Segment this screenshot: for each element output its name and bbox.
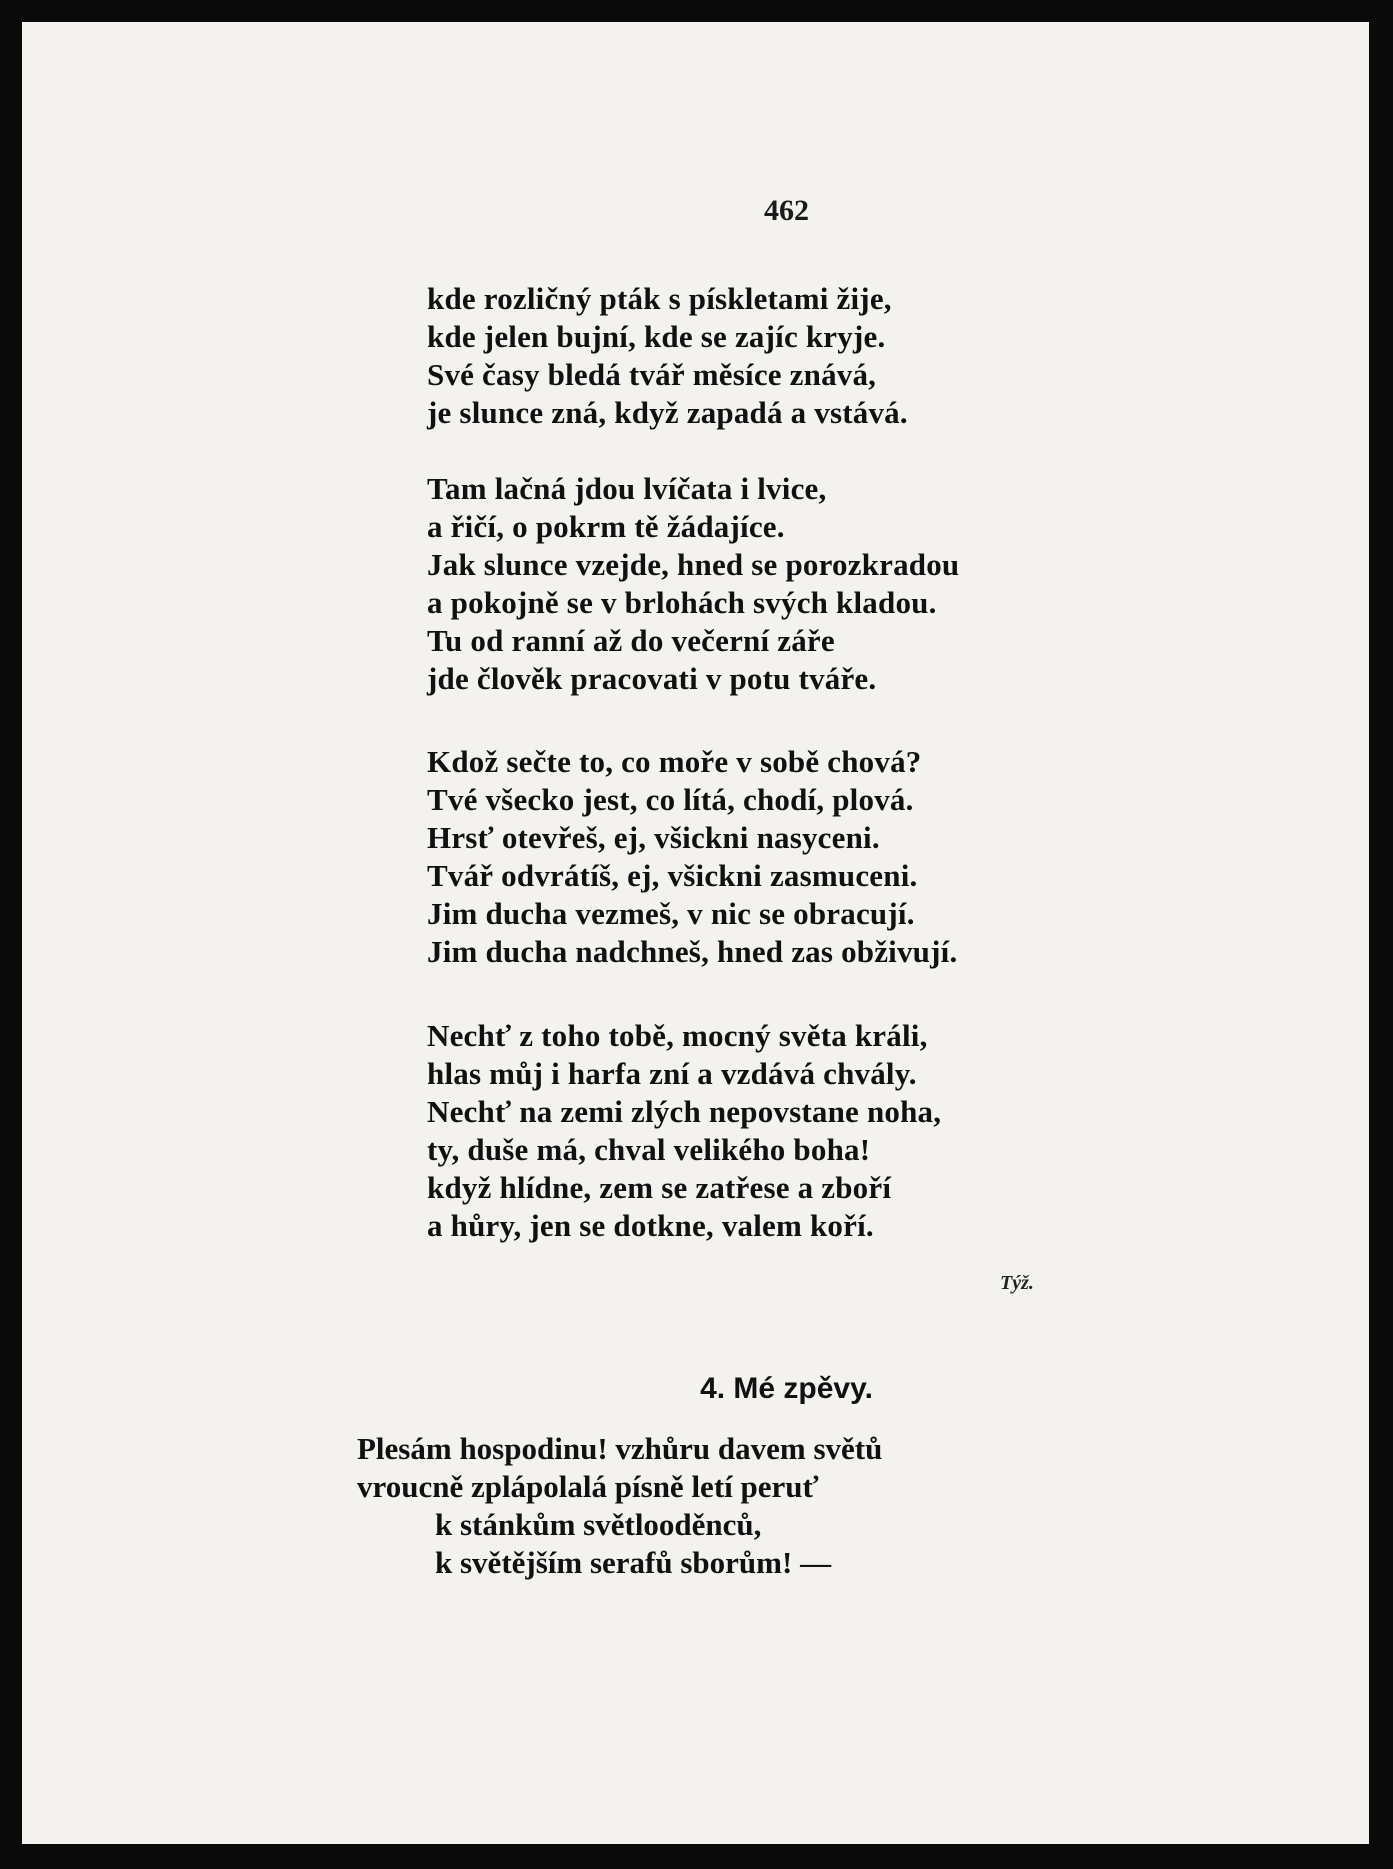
verse-line: vroucně zplápolalá písně letí peruť [357,1469,819,1504]
verse-line: a pokojně se v brlohách svých kladou. [427,585,937,620]
verse-line: Tu od ranní až do večerní záře [427,623,835,658]
verse-line: Kdož sečte to, co moře v sobě chová? [427,744,922,779]
verse-line: Jim ducha vezmeš, v nic se obracují. [427,896,915,931]
verse-line: Nechť z toho tobě, mocný světa králi, [427,1018,928,1053]
verse-line: Jim ducha nadchneš, hned zas obživují. [427,934,958,969]
verse-line: Jak slunce vzejde, hned se porozkradou [427,547,960,582]
verse-line: Tvář odvrátíš, ej, všickni zasmuceni. [427,858,918,893]
verse-line: Hrsť otevřeš, ej, všickni nasyceni. [427,820,880,855]
verse-line: k světějším serafů sborům! — [435,1545,832,1580]
verse-line: a řičí, o pokrm tě žádajíce. [427,509,785,544]
verse-line: hlas můj i harfa zní a vzdává chvály. [427,1056,917,1091]
stanza-3 [427,743,957,971]
verse-line: Tvé všecko jest, co lítá, chodí, plová. [427,782,914,817]
verse-line: Tam lačná jdou lvíčata i lvice, [427,471,827,506]
verse-line: když hlídne, zem se zatřese a zboří [427,1170,892,1205]
verse-line: ty, duše má, chval velikého boha! [427,1132,871,1167]
poem-2-opening [357,1430,882,1582]
verse-line: Plesám hospodinu! vzhůru davem světů [357,1431,883,1466]
verse-line: kde rozličný pták s pískletami žije, [427,281,892,316]
stanza-1 [427,280,908,432]
author-signature: Týž. [1000,1272,1034,1294]
verse-line: Své časy bledá tvář měsíce znává, [427,357,877,392]
verse-line: kde jelen bujní, kde se zajíc kryje. [427,319,886,354]
stanza-2 [427,470,959,698]
book-page [22,22,1369,1844]
verse-line: k stánkům světlooděnců, [435,1507,762,1542]
page-number: 462 [764,194,809,227]
stanza-4 [427,1017,941,1245]
verse-line: jde člověk pracovati v potu tváře. [427,661,877,696]
verse-line: je slunce zná, když zapadá a vstává. [427,395,908,430]
verse-line: a hůry, jen se dotkne, valem koří. [427,1208,874,1243]
verse-line: Nechť na zemi zlých nepovstane noha, [427,1094,942,1129]
section-title: 4. Mé zpěvy. [700,1372,873,1405]
